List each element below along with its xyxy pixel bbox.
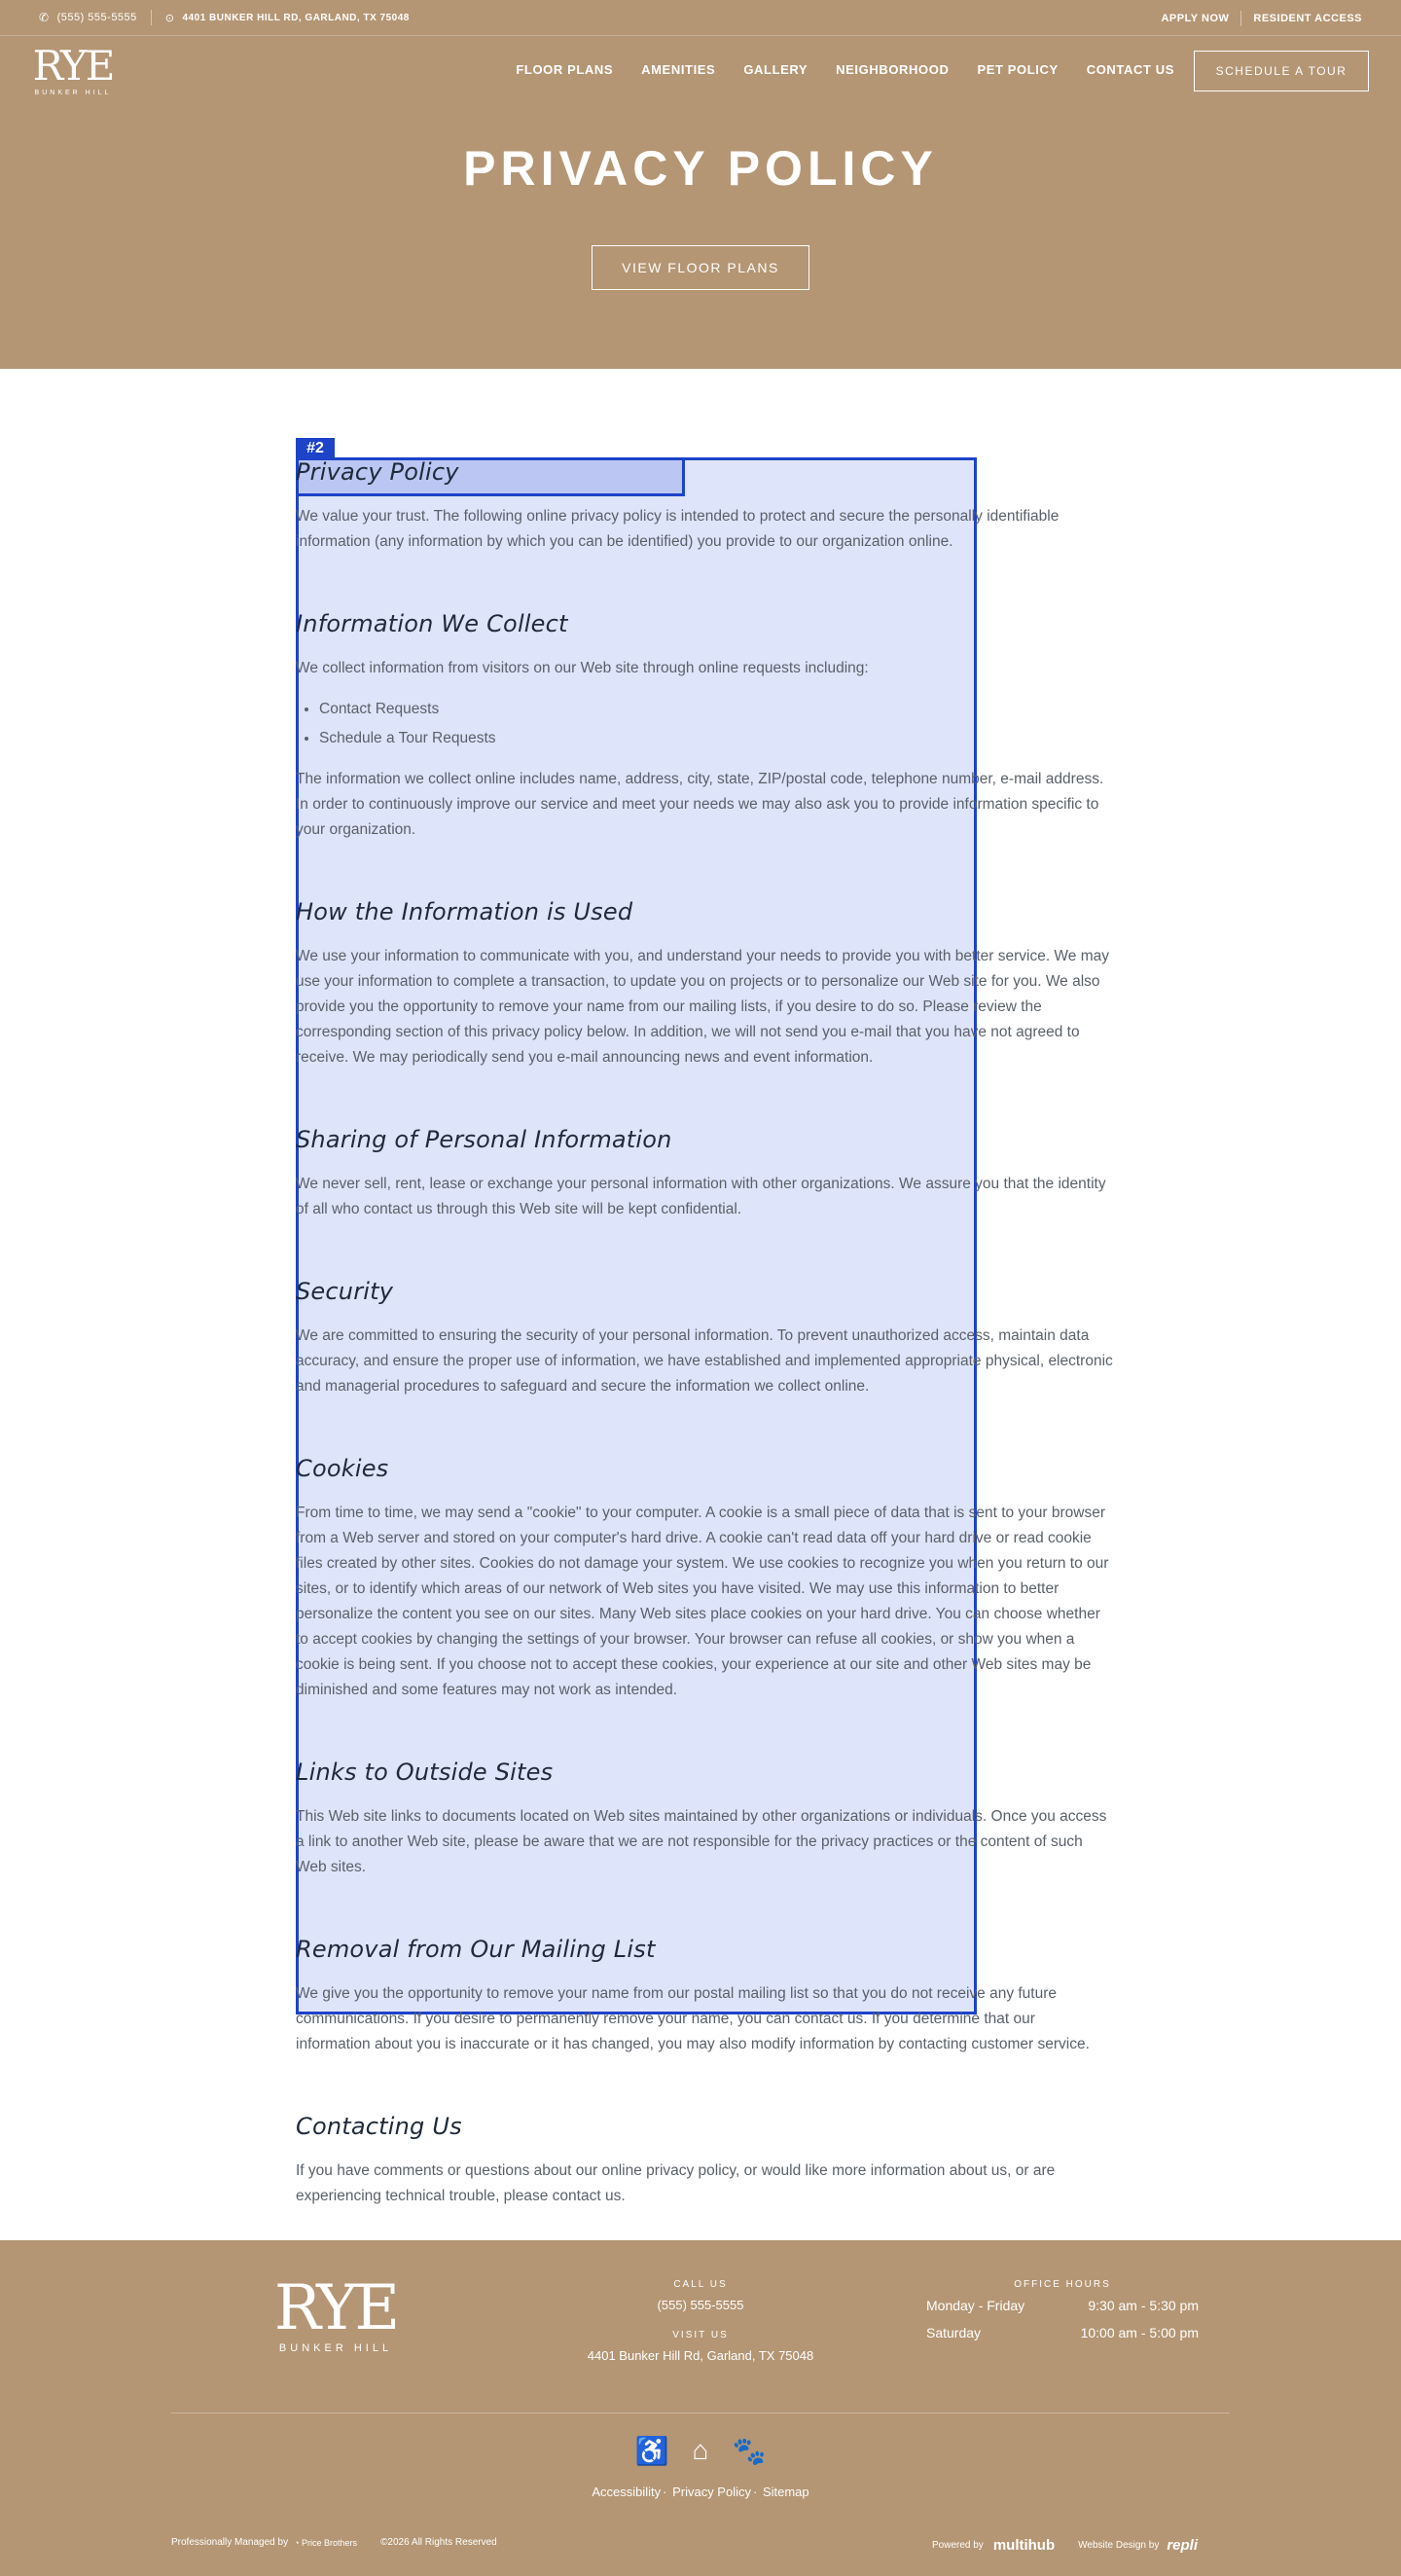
phone-number: (555) 555-5555 <box>56 12 137 23</box>
copyright: ©2026 All Rights Reserved <box>380 2537 497 2548</box>
policy-content <box>296 457 1113 2264</box>
site-footer <box>0 2240 1401 2576</box>
section-heading: Contacting Us <box>296 2113 462 2140</box>
call-us-label: CALL US <box>673 2279 728 2290</box>
section-paragraph: From time to time, we may send a "cookie" to your computer. A cookie is a small piece of data that is sent to your browser from a Web server and stored on your computer's hard drive. A cookie can't read data off your hard drive or read cookie files created by other sites. Cookies do not damage your system. We use cookies to recognize you when you return to our sites, or to identify which areas of our network of Web sites you have visited. We may use this information to better personalize the content you see on our sites. Many Web sites place cookies on your hard drive. You can choose whether to accept cookies by changing the settings of your browser. Your browser can refuse all cookies, or show you when a cookie is being sent. If you choose not to accept these cookies, your experience at our site and other Web sites may be diminished and some features may not work as intended. <box>296 1505 1109 1698</box>
section-paragraph: We value your trust. The following online privacy policy is intended to protect and secure the personally identifiable information (any information by which you can be identified) you provide to our organization online. <box>296 508 1060 550</box>
request-list <box>319 695 1113 753</box>
top-bar <box>0 0 1401 36</box>
section-cookies <box>296 1454 1113 1703</box>
section-paragraph: We use your information to communicate with you, and understand your needs to provide you with better service. We may use your information to complete a transaction, to update you on projects or to personalize our Web site for you. We also provide you the opportunity to remove your name from our mailing lists, if you desire to do so. Please review the corresponding section of this privacy policy below. In addition, we will not send you e-mail that you have not agreed to receive. We may periodically send you e-mail announcing news and event information. <box>296 948 1109 1066</box>
divider <box>151 10 152 25</box>
footer-address[interactable]: 4401 Bunker Hill Rd, Garland, TX 75048 <box>587 2348 814 2363</box>
nav-gallery[interactable]: GALLERY <box>743 62 808 77</box>
accessibility-link[interactable]: Accessibility <box>592 2485 662 2499</box>
schedule-tour-button[interactable]: SCHEDULE A TOUR <box>1194 51 1369 91</box>
view-floor-plans-button[interactable]: VIEW FLOOR PLANS <box>592 245 809 290</box>
page-title: PRIVACY POLICY <box>463 141 938 196</box>
price-brothers-logo[interactable] <box>294 2538 357 2548</box>
section-outside-links <box>296 1758 1113 1880</box>
section-heading: Sharing of Personal Information <box>296 1126 672 1153</box>
map-pin-icon: ⊙ <box>164 11 175 24</box>
section-how-used <box>296 897 1113 1070</box>
section-contacting-us <box>296 2112 1113 2209</box>
nav-amenities[interactable]: AMENITIES <box>641 62 716 77</box>
pet-paw-icon: 🐾 <box>732 2436 767 2466</box>
section-security <box>296 1277 1113 1399</box>
managed-by-text: Professionally Managed by <box>171 2537 289 2548</box>
section-heading: Links to Outside Sites <box>296 1759 554 1786</box>
nav-neighborhood[interactable]: NEIGHBORHOOD <box>836 62 950 77</box>
repli-logo[interactable]: repli <box>1167 2537 1199 2554</box>
logo-mark: RYE <box>32 42 114 90</box>
credits <box>932 2537 1198 2554</box>
office-hours <box>926 2279 1199 2352</box>
price-brothers-name: Price Brothers <box>302 2537 358 2548</box>
footer-logo[interactable] <box>263 2274 409 2354</box>
section-heading: Security <box>296 1278 394 1305</box>
nav-floor-plans[interactable]: FLOOR PLANS <box>516 62 614 77</box>
section-heading: How the Information is Used <box>296 898 633 925</box>
footer-icons <box>0 2435 1401 2467</box>
managed-by <box>171 2537 497 2548</box>
office-hours-label: OFFICE HOURS <box>1014 2279 1111 2290</box>
section-paragraph: If you have comments or questions about our online privacy policy, or would like more information about us, or are experiencing technical trouble, please contact us. <box>296 2162 1056 2204</box>
list-item: • Schedule a Tour Requests <box>319 724 1113 753</box>
privacy-policy-link[interactable]: Privacy Policy <box>672 2485 751 2499</box>
address-text: 4401 BUNKER HILL RD, GARLAND, TX 75048 <box>182 12 410 23</box>
multihub-logo[interactable]: multihub <box>992 2537 1056 2554</box>
equal-housing-icon: ⌂ <box>692 2435 709 2465</box>
divider <box>1240 11 1241 26</box>
section-paragraph: We are committed to ensuring the security of your personal information. To prevent unauthorized access, maintain data accuracy, and ensure the proper use of information, we have established and implemented appropriate physical, electronic and managerial procedures to safeguard and secure the information we collect online. <box>296 1327 1113 1395</box>
logo-subtitle: BUNKER HILL <box>34 90 112 96</box>
section-paragraph: We never sell, rent, lease or exchange your personal information with other organizations. We assure you that the identity of all who contact us through this Web site will be kept confidential. <box>296 1176 1106 1217</box>
footer-phone[interactable]: (555) 555-5555 <box>657 2298 744 2312</box>
section-heading: Cookies <box>296 1455 389 1482</box>
hours-row <box>926 2298 1199 2313</box>
nav-contact-us[interactable]: CONTACT US <box>1086 62 1174 77</box>
section-mailing-list <box>296 1935 1113 2057</box>
powered-by-text: Powered by <box>932 2540 984 2551</box>
hours-time: 9:30 am - 5:30 pm <box>1088 2298 1199 2313</box>
call-us-block <box>555 2279 846 2363</box>
resident-access-link[interactable]: RESIDENT ACCESS <box>1253 13 1362 24</box>
section-information-we-collect <box>296 609 1113 843</box>
section-paragraph: The information we collect online includes name, address, city, state, ZIP/postal code, telephone number, e-mail address. In order to continuously improve our service and meet your needs we may also ask you to provide information specific to your organization. <box>296 771 1104 838</box>
section-sharing <box>296 1125 1113 1222</box>
footer-logo-mark: RYE <box>273 2272 398 2344</box>
hours-time: 10:00 am - 5:00 pm <box>1080 2325 1199 2340</box>
accessibility-icon: ♿ <box>634 2436 669 2466</box>
section-paragraph: We give you the opportunity to remove your name from our postal mailing list so that you do not receive any future communications. If you desire to permanently remove your name, you can contact us. If you determine that our information about you is inaccurate or it has changed, you may also modify information by contacting customer service. <box>296 1985 1090 2052</box>
list-item: • Contact Requests <box>319 695 1113 724</box>
section-heading: Privacy Policy <box>296 458 459 486</box>
phone-link[interactable] <box>39 11 137 24</box>
section-paragraph: We collect information from visitors on our Web site through online requests including: <box>296 660 869 676</box>
site-logo[interactable] <box>29 42 117 96</box>
annotation-badge: #2 <box>296 438 335 459</box>
address-link[interactable] <box>165 12 410 24</box>
section-heading: Removal from Our Mailing List <box>296 1936 656 1963</box>
hours-day: Monday - Friday <box>926 2298 1025 2313</box>
main-nav <box>487 62 1174 77</box>
section-privacy-policy <box>296 457 1113 555</box>
sitemap-link[interactable]: Sitemap <box>762 2485 809 2499</box>
nav-pet-policy[interactable]: PET POLICY <box>977 62 1059 77</box>
footer-logo-subtitle: BUNKER HILL <box>278 2342 393 2354</box>
hours-day: Saturday <box>926 2325 982 2340</box>
design-by-text: Website Design by <box>1078 2540 1160 2551</box>
section-heading: Information We Collect <box>296 610 568 637</box>
footer-links: Accessibility · Privacy Policy · Sitemap <box>592 2485 809 2499</box>
section-paragraph: This Web site links to documents located on Web sites maintained by other organizations or individuals. Once you access a link to another Web site, please be aware that we are not responsible for the privacy practices or the content of such Web sites. <box>296 1808 1107 1875</box>
hero-banner <box>0 0 1401 369</box>
price-brothers-icon: ◔ <box>294 2537 300 2548</box>
apply-now-link[interactable]: APPLY NOW <box>1161 13 1230 24</box>
hours-row <box>926 2325 1199 2340</box>
phone-icon: ✆ <box>39 11 50 24</box>
visit-us-label: VISIT US <box>672 2330 729 2340</box>
